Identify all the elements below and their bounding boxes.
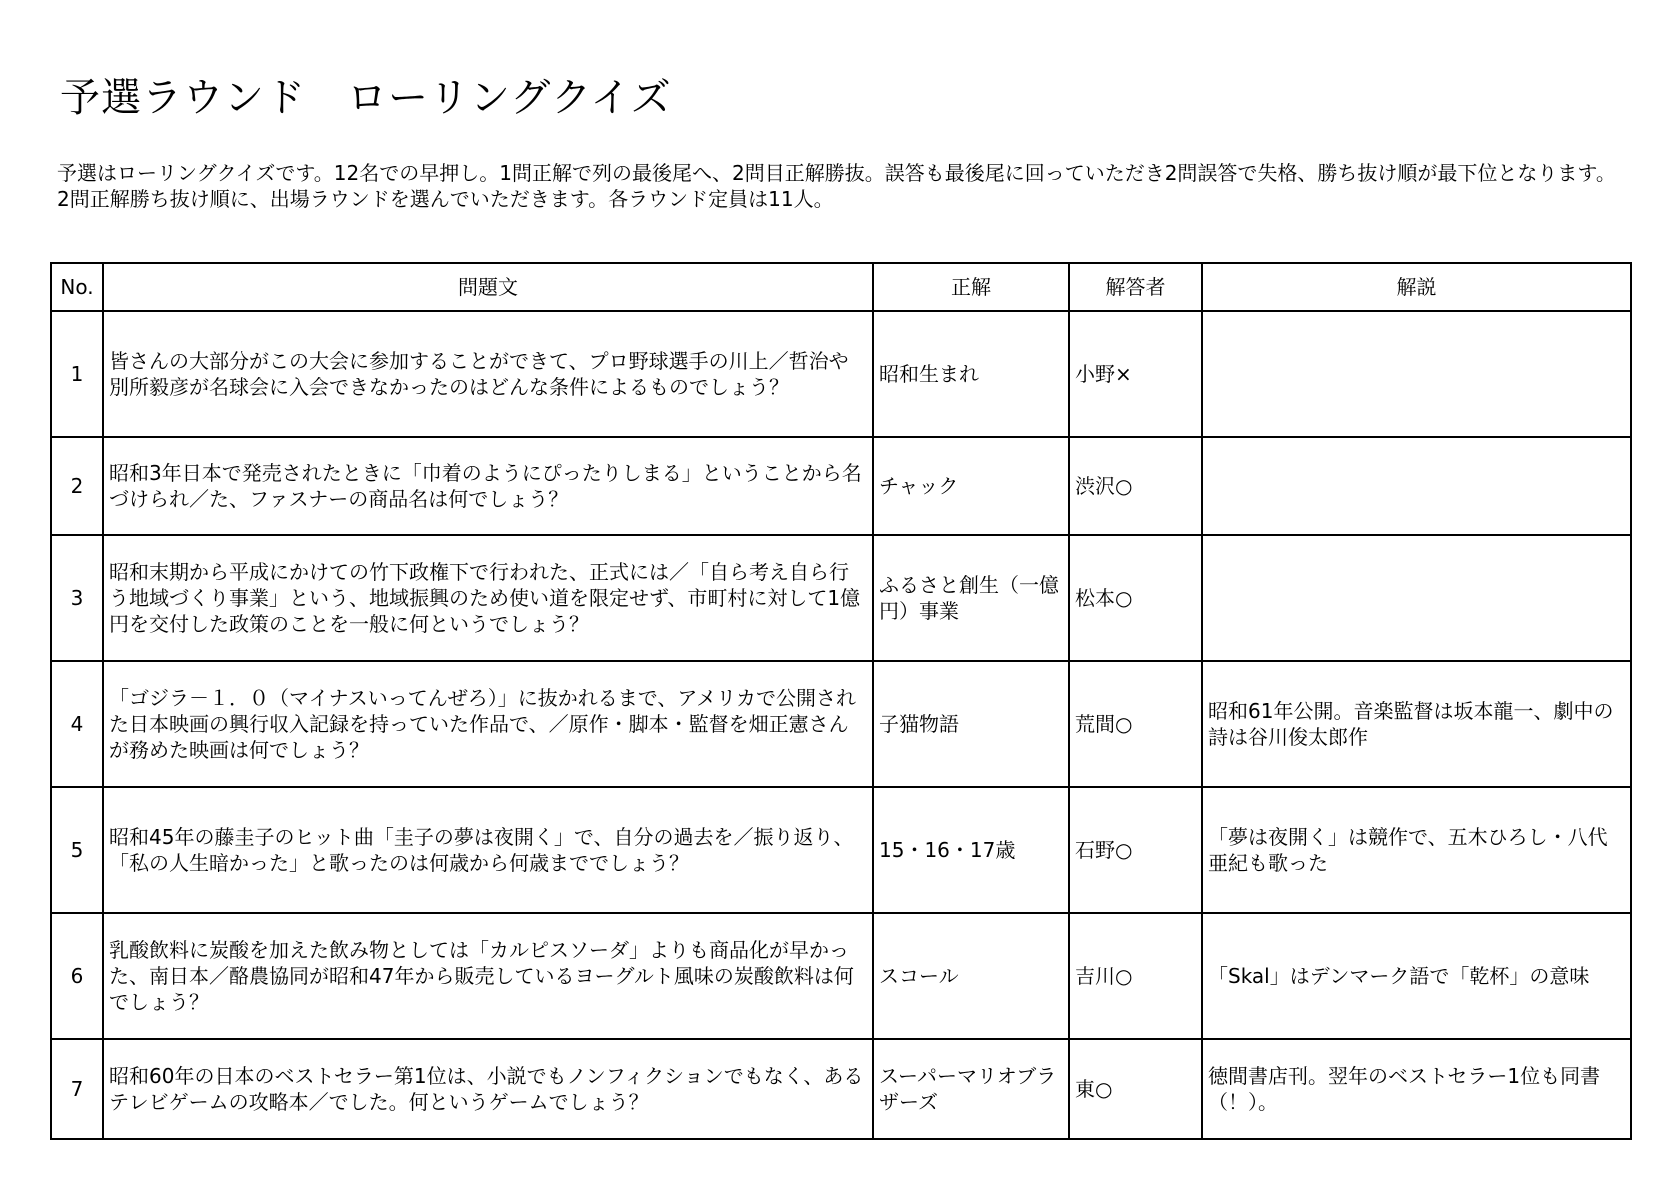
answer-text: ふるさと創生（一億円）事業 bbox=[873, 535, 1069, 661]
explanation-text bbox=[1202, 437, 1631, 535]
answerer-text: 荒間○ bbox=[1069, 661, 1202, 787]
answer-text: 15・16・17歳 bbox=[873, 787, 1069, 913]
question-text: 乳酸飲料に炭酸を加えた飲み物としては「カルピスソーダ」よりも商品化が早かった、南日本／酪農協同が昭和47年から販売しているヨーグルト風味の炭酸飲料は何でしょう？ bbox=[103, 913, 873, 1039]
table-row bbox=[51, 1039, 1631, 1139]
question-text: 昭和45年の藤圭子のヒット曲「圭子の夢は夜開く」で、自分の過去を／振り返り、「私の人生暗かった」と歌ったのは何歳から何歳まででしょう？ bbox=[103, 787, 873, 913]
intro-paragraph-1: 予選はローリングクイズです。12名での早押し。1問正解で列の最後尾へ、2問目正解勝抜。誤答も最後尾に回っていただき2問誤答で失格、勝ち抜け順が最下位となります。 bbox=[57, 161, 1616, 185]
table-row bbox=[51, 311, 1631, 437]
answerer-text: 小野× bbox=[1069, 311, 1202, 437]
row-number: 1 bbox=[51, 311, 103, 437]
question-text: 「ゴジラ－１．０（マイナスいってんぜろ）」に抜かれるまで、アメリカで公開された日本映画の興行収入記録を持っていた作品で、／原作・脚本・監督を畑正憲さんが務めた映画は何でしょう？ bbox=[103, 661, 873, 787]
table-row bbox=[51, 787, 1631, 913]
explanation-text bbox=[1202, 311, 1631, 437]
explanation-text: 徳間書店刊。翌年のベストセラー1位も同書（！）。 bbox=[1202, 1039, 1631, 1139]
quiz-table bbox=[50, 262, 1632, 1140]
header-question: 問題文 bbox=[103, 263, 873, 311]
page-title: 予選ラウンド ローリングクイズ bbox=[60, 75, 672, 121]
answerer-text: 東○ bbox=[1069, 1039, 1202, 1139]
answerer-text: 渋沢○ bbox=[1069, 437, 1202, 535]
answer-text: チャック bbox=[873, 437, 1069, 535]
intro-text bbox=[57, 160, 1627, 212]
header-answer: 正解 bbox=[873, 263, 1069, 311]
question-text: 昭和60年の日本のベストセラー第1位は、小説でもノンフィクションでもなく、あるテレビゲームの攻略本／でした。何というゲームでしょう？ bbox=[103, 1039, 873, 1139]
question-text: 皆さんの大部分がこの大会に参加することができて、プロ野球選手の川上／哲治や別所毅彦が名球会に入会できなかったのはどんな条件によるものでしょう？ bbox=[103, 311, 873, 437]
answerer-text: 松本○ bbox=[1069, 535, 1202, 661]
question-text: 昭和末期から平成にかけての竹下政権下で行われた、正式には／「自ら考え自ら行う地域づくり事業」という、地域振興のため使い道を限定せず、市町村に対して1億円を交付した政策のことを一般に何というでしょう？ bbox=[103, 535, 873, 661]
question-text: 昭和3年日本で発売されたときに「巾着のようにぴったりしまる」ということから名づけられ／た、ファスナーの商品名は何でしょう？ bbox=[103, 437, 873, 535]
row-number: 5 bbox=[51, 787, 103, 913]
row-number: 4 bbox=[51, 661, 103, 787]
row-number: 3 bbox=[51, 535, 103, 661]
table-row bbox=[51, 661, 1631, 787]
row-number: 7 bbox=[51, 1039, 103, 1139]
answer-text: 昭和生まれ bbox=[873, 311, 1069, 437]
header-answerer: 解答者 bbox=[1069, 263, 1202, 311]
table-row bbox=[51, 437, 1631, 535]
answer-text: 子猫物語 bbox=[873, 661, 1069, 787]
explanation-text bbox=[1202, 535, 1631, 661]
answer-text: スコール bbox=[873, 913, 1069, 1039]
explanation-text: 「Skal」はデンマーク語で「乾杯」の意味 bbox=[1202, 913, 1631, 1039]
explanation-text: 昭和61年公開。音楽監督は坂本龍一、劇中の詩は谷川俊太郎作 bbox=[1202, 661, 1631, 787]
answer-text: スーパーマリオブラザーズ bbox=[873, 1039, 1069, 1139]
explanation-text: 「夢は夜開く」は競作で、五木ひろし・八代亜紀も歌った bbox=[1202, 787, 1631, 913]
table-row bbox=[51, 535, 1631, 661]
answerer-text: 石野○ bbox=[1069, 787, 1202, 913]
header-no: No. bbox=[51, 263, 103, 311]
header-explanation: 解説 bbox=[1202, 263, 1631, 311]
table-header-row bbox=[51, 263, 1631, 311]
intro-paragraph-2: 2問正解勝ち抜け順に、出場ラウンドを選んでいただきます。各ラウンド定員は11人。 bbox=[57, 187, 834, 211]
table-row bbox=[51, 913, 1631, 1039]
row-number: 2 bbox=[51, 437, 103, 535]
row-number: 6 bbox=[51, 913, 103, 1039]
answerer-text: 吉川○ bbox=[1069, 913, 1202, 1039]
